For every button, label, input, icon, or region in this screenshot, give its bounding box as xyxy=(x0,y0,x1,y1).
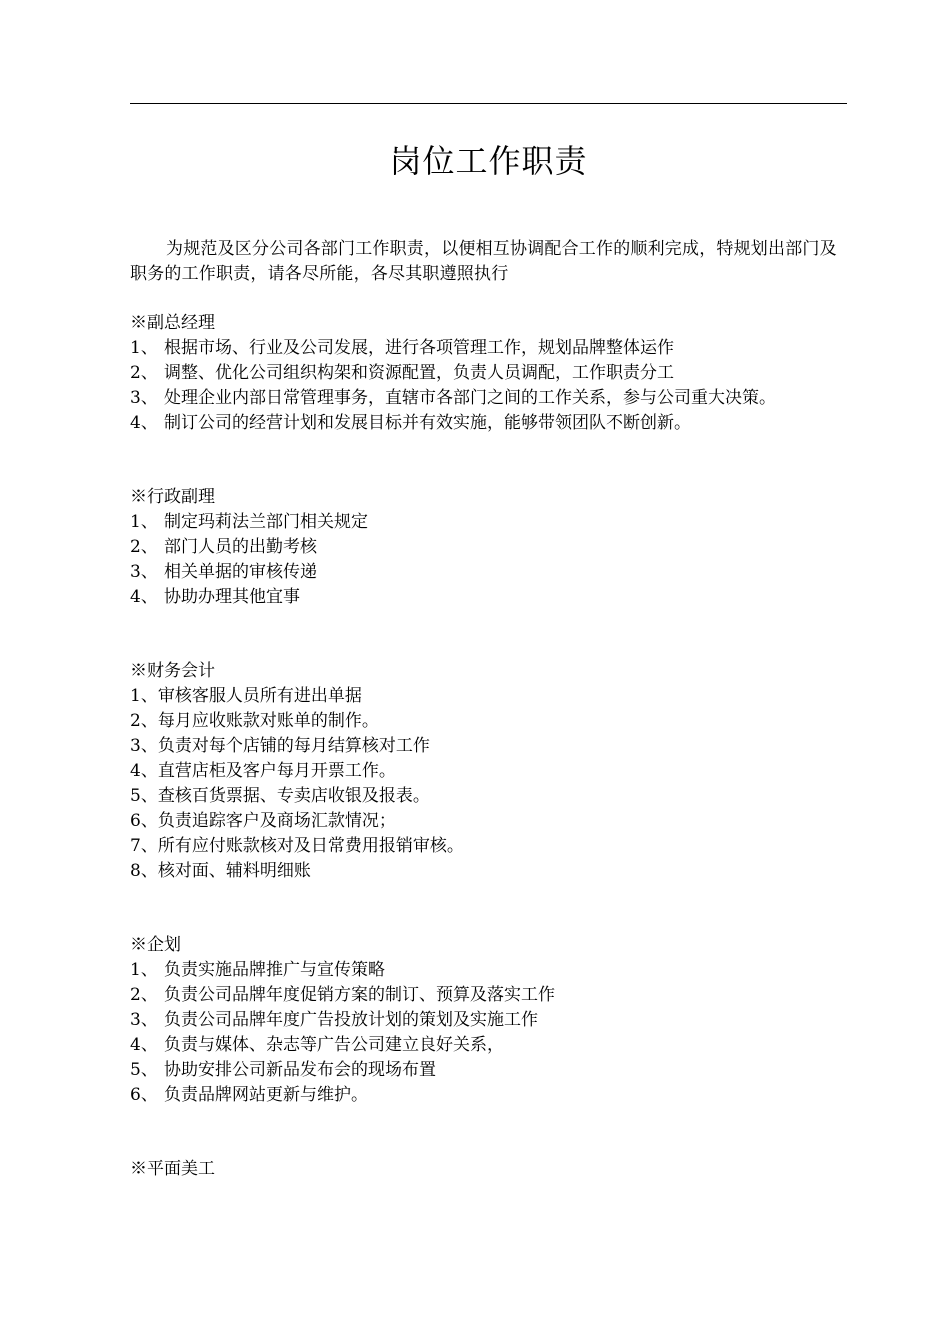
item-number: 2、 xyxy=(130,363,158,383)
section-heading: ※副总经理 xyxy=(130,313,215,333)
list-item xyxy=(130,834,870,859)
list-item xyxy=(130,361,870,386)
list-item xyxy=(130,1008,870,1033)
item-text: 协助安排公司新品发布会的现场布置 xyxy=(164,1060,436,1080)
list-item xyxy=(130,560,870,585)
section-graphic-design xyxy=(130,1157,870,1182)
item-text: 审核客服人员所有进出单据 xyxy=(157,686,362,706)
item-text: 直营店柜及客户每月开票工作。 xyxy=(157,761,396,781)
list-item xyxy=(130,809,870,834)
list-item xyxy=(130,535,870,560)
section-heading: ※平面美工 xyxy=(130,1159,215,1179)
item-number: 5、 xyxy=(130,786,158,806)
section-heading: ※行政副理 xyxy=(130,487,215,507)
item-number: 4、 xyxy=(130,761,158,781)
list-item xyxy=(130,709,870,734)
item-text: 负责与媒体、杂志等广告公司建立良好关系， xyxy=(164,1035,504,1055)
item-text: 查核百货票据、专卖店收银及报表。 xyxy=(157,786,430,806)
item-text: 根据市场、行业及公司发展，进行各项管理工作，规划品牌整体运作 xyxy=(164,338,674,358)
item-text: 相关单据的审核传递 xyxy=(164,562,317,582)
item-number: 4、 xyxy=(130,413,158,433)
item-number: 3、 xyxy=(130,388,158,408)
list-item xyxy=(130,510,870,535)
section-administrative-deputy xyxy=(130,485,870,610)
list-item xyxy=(130,1058,870,1083)
item-number: 3、 xyxy=(130,562,158,582)
item-text: 负责品牌网站更新与维护。 xyxy=(164,1085,368,1105)
list-item xyxy=(130,585,870,610)
list-item xyxy=(130,734,870,759)
item-text: 每月应收账款对账单的制作。 xyxy=(157,711,379,731)
list-item xyxy=(130,983,870,1008)
section-finance-accounting xyxy=(130,659,870,884)
intro-paragraph: 为规范及区分公司各部门工作职责，以便相互协调配合工作的顺利完成，特规划出部门及职务的工作职责，请各尽所能，各尽其职遵照执行 xyxy=(130,239,837,284)
item-number: 1、 xyxy=(130,686,158,706)
item-number: 4、 xyxy=(130,1035,158,1055)
section-deputy-general-manager xyxy=(130,311,870,436)
item-number: 1、 xyxy=(130,512,158,532)
item-number: 2、 xyxy=(130,985,158,1005)
list-item xyxy=(130,859,870,884)
item-number: 5、 xyxy=(130,1060,158,1080)
item-text: 负责实施品牌推广与宣传策略 xyxy=(164,960,385,980)
item-text: 负责追踪客户及商场汇款情况； xyxy=(157,811,396,831)
item-text: 处理企业内部日常管理事务，直辖市各部门之间的工作关系，参与公司重大决策。 xyxy=(164,388,776,408)
section-heading: ※企划 xyxy=(130,935,181,955)
list-item xyxy=(130,386,870,411)
item-text: 协助办理其他宜事 xyxy=(164,587,300,607)
item-number: 7、 xyxy=(130,836,158,856)
item-text: 制定玛莉法兰部门相关规定 xyxy=(164,512,368,532)
section-planning xyxy=(130,933,870,1108)
item-text: 负责公司品牌年度促销方案的制订、预算及落实工作 xyxy=(164,985,555,1005)
item-number: 2、 xyxy=(130,711,158,731)
item-number: 2、 xyxy=(130,537,158,557)
list-item xyxy=(130,759,870,784)
list-item xyxy=(130,958,870,983)
section-heading: ※财务会计 xyxy=(130,661,215,681)
header-rule xyxy=(130,103,847,104)
list-item xyxy=(130,336,870,361)
item-number: 3、 xyxy=(130,1010,158,1030)
item-text: 负责对每个店铺的每月结算核对工作 xyxy=(157,736,430,756)
item-number: 6、 xyxy=(130,1085,158,1105)
item-text: 所有应付账款核对及日常费用报销审核。 xyxy=(157,836,464,856)
item-text: 部门人员的出勤考核 xyxy=(164,537,317,557)
item-number: 4、 xyxy=(130,587,158,607)
item-number: 3、 xyxy=(130,736,158,756)
item-number: 1、 xyxy=(130,960,158,980)
item-number: 8、 xyxy=(130,861,158,881)
item-text: 调整、优化公司组织构架和资源配置，负责人员调配，工作职责分工 xyxy=(164,363,674,383)
list-item xyxy=(130,411,870,436)
document-title: 岗位工作职责 xyxy=(389,142,588,180)
list-item xyxy=(130,1083,870,1108)
item-text: 制订公司的经营计划和发展目标并有效实施，能够带领团队不断创新。 xyxy=(164,413,691,433)
item-text: 负责公司品牌年度广告投放计划的策划及实施工作 xyxy=(164,1010,538,1030)
list-item xyxy=(130,684,870,709)
list-item xyxy=(130,1033,870,1058)
item-text: 核对面、辅料明细账 xyxy=(157,861,311,881)
list-item xyxy=(130,784,870,809)
item-number: 6、 xyxy=(130,811,158,831)
item-number: 1、 xyxy=(130,338,158,358)
